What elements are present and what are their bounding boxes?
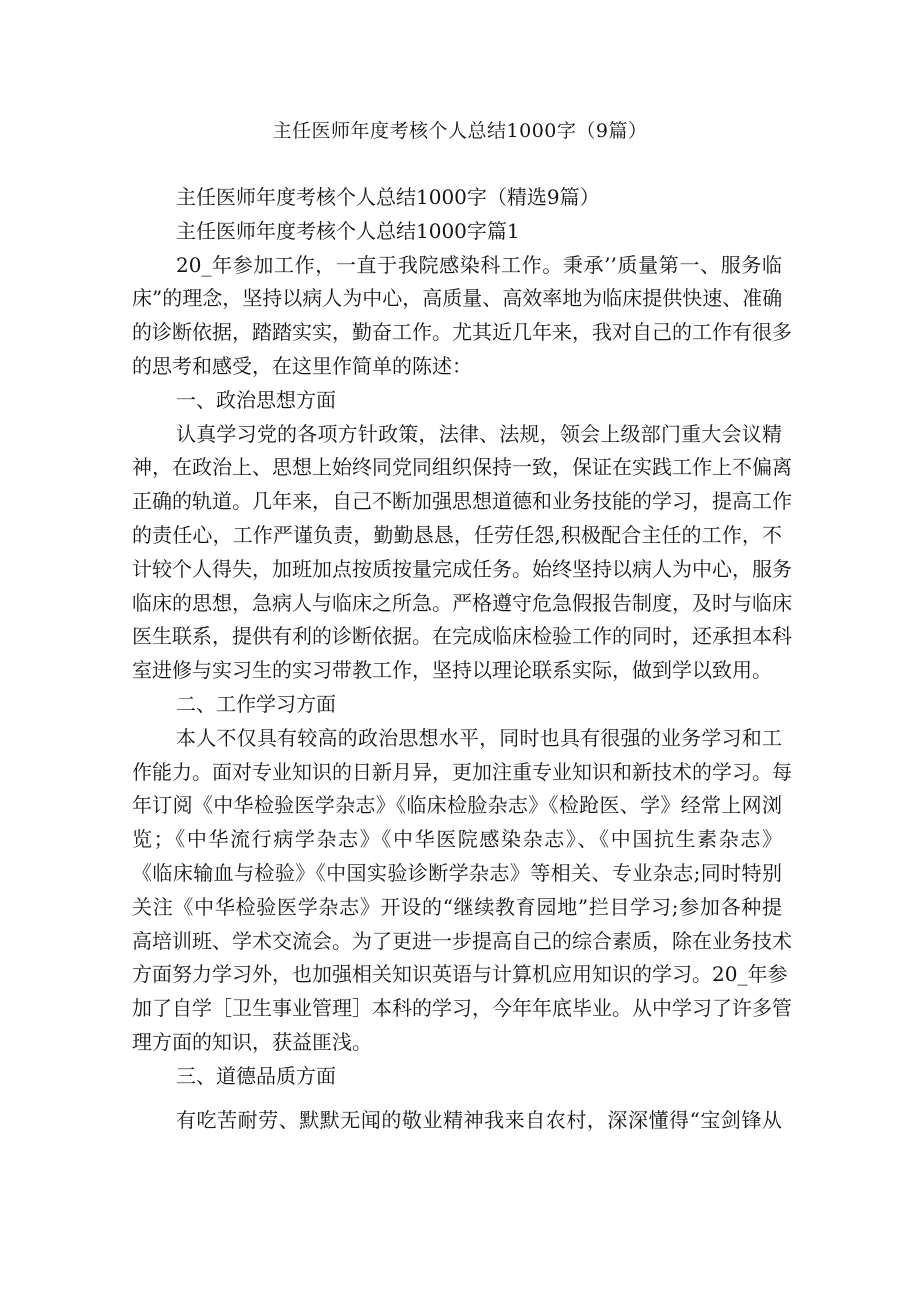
paragraph-line: 计较个人得失，加班加点按质按量完成任务。始终坚持以病人为中心，服务	[132, 556, 792, 581]
document-subtitle: 主任医师年度考核个人总结1000字（精选9篇）	[176, 185, 600, 209]
paragraph-line: 关注《中华检验医学杂志》开设的“继续教育园地”拦目学习;参加各种提	[132, 894, 782, 919]
section-heading-politics: 一、政治思想方面	[176, 387, 336, 412]
paragraph-line: 理方面的知识，获益匪浅。	[132, 1029, 372, 1054]
document-body	[132, 181, 792, 1137]
paragraph-line: 加了自学［卫生事业管理］本科的学习，今年年底毕业。从中学习了许多管	[132, 996, 792, 1021]
paragraph-line: 临床的思想，急病人与临床之所急。严格遵守危急假报告制度，及时与临床	[132, 590, 792, 615]
paragraph-line: 方面努力学习外，也加强相关知识英语与计算机应用知识的学习。20_年参	[132, 962, 788, 987]
paragraph-line: 的责任心，工作严谨负责，勤勤恳恳，任劳任怨,积极配合主任的工作，不	[132, 522, 782, 547]
paragraph-line: 作能力。面对专业知识的日新月异，更加注重专业知识和新技术的学习。每	[132, 759, 792, 784]
paragraph-line: 览；《中华流行病学杂志》《中华医院感染杂志》、《中国抗生素杂志》	[132, 827, 782, 852]
paragraph-line: 高培训班、学术交流会。为了更进一步提高自己的综合素质，除在业务技术	[132, 928, 792, 953]
section-heading-work-study: 二、工作学习方面	[176, 691, 336, 716]
paragraph-line: 年订阅《中华检验医学杂志》《临床检脸杂志》《检跄医、学》经常上网浏	[132, 793, 782, 818]
document-title: 主任医师年度考核个人总结1000字（9篇）	[272, 120, 648, 142]
section-morality-paragraph	[132, 1104, 782, 1138]
paragraph-line: 认真学习党的各项方针政策，法律、法规，领会上级部门重大会议精	[176, 421, 782, 446]
paragraph-line: 的诊断依据，踏踏实实，勤奋工作。尤其近几年来，我对自己的工作有很多	[132, 320, 792, 345]
paragraph-line: 《临床输血与检验》《中国实验诊断学杂志》等相关、专业杂志;同时特别	[132, 860, 782, 885]
paragraph-line: 室进修与实习生的实习带教工作，坚持以理论联系实际，做到学以致用。	[132, 658, 772, 683]
paragraph-line: 本人不仅具有较高的政治思想水平，同时也具有很强的业务学习和工	[176, 725, 782, 750]
paragraph-line: 的思考和感受，在这里作简单的陈述：	[132, 353, 472, 378]
intro-paragraph	[132, 249, 792, 384]
paragraph-line: 医生联系，提供有利的诊断依据。在完成临床检验工作的同时，还承担本科	[132, 624, 792, 649]
paragraph-line: 床”的理念，坚持以病人为中心，高质量、高效率地为临床提供快速、准确	[132, 286, 783, 311]
paragraph-line: 20_年参加工作，一直于我院感染科工作。秉承’’质量第一、服务临	[176, 252, 782, 277]
paragraph-line: 正确的轨道。几年来，自己不断加强思想道德和业务技能的学习，提高工作	[132, 489, 792, 514]
paragraph-line: 有吃苦耐劳、默默无闻的敬业精神我来自农村，深深懂得“宝剑锋从	[176, 1107, 782, 1132]
paragraph-line: 神，在政治上、思想上始终同党同组织保持一致，保证在实践工作上不偏离	[132, 455, 792, 480]
section-work-study-paragraph	[132, 722, 792, 1060]
section-politics-paragraph	[132, 418, 792, 688]
section-heading-morality: 三、道德品质方面	[176, 1063, 336, 1088]
part-heading: 主任医师年度考核个人总结1000字篇1	[176, 218, 520, 243]
